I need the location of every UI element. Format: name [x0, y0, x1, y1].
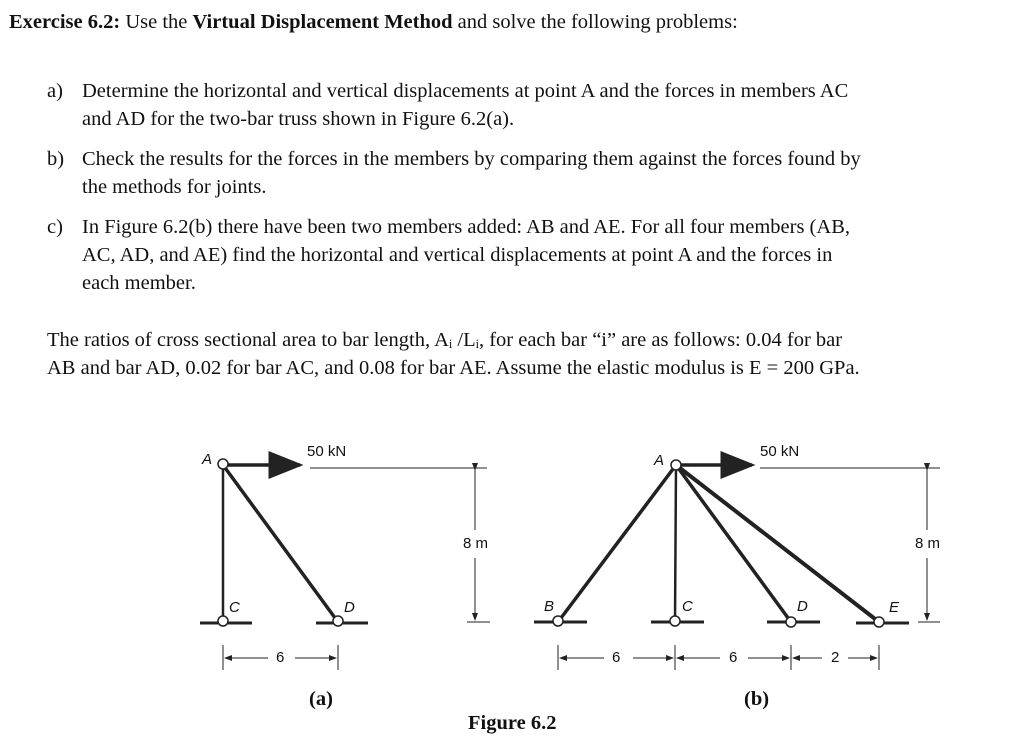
node-label-c: C [682, 598, 693, 615]
node-label-d: D [344, 599, 355, 616]
item-text: each member. [82, 272, 196, 294]
figure-b-label: (b) [744, 688, 770, 710]
item-text: Determine the horizontal and vertical displacements at point A and the forces in members AC [82, 80, 849, 102]
span-dimension: 6 [612, 649, 621, 666]
item-label: a) [47, 80, 63, 102]
ratios-text: The ratios of cross sectional area to bar length, Aᵢ /Lᵢ, for each bar “i” are as follows: 0.04 for bar [47, 329, 843, 351]
figure-a [200, 459, 490, 670]
node-label-e: E [889, 599, 900, 616]
member-ad [676, 465, 791, 622]
item-text: and AD for the two-bar truss shown in Figure 6.2(a). [82, 108, 515, 130]
item-text: AC, AD, and AE) find the horizontal and vertical displacements at point A and the forces in [82, 244, 833, 266]
node-label-d: D [797, 598, 808, 615]
load-label: 50 kN [760, 443, 800, 460]
figure-caption: Figure 6.2 [468, 712, 557, 734]
item-label: b) [47, 148, 65, 170]
member-ae [676, 465, 879, 622]
figure-b [534, 460, 940, 670]
member-ac [675, 465, 676, 622]
ratios-text: AB and bar AD, 0.02 for bar AC, and 0.08 for bar AE. Assume the elastic modulus is E = 200 GPa. [47, 357, 860, 379]
member-ad [223, 465, 338, 622]
item-label: c) [47, 216, 63, 238]
item-text: In Figure 6.2(b) there have been two members added: AB and AE. For all four members (AB, [82, 216, 850, 238]
height-dimension: 8 m [915, 535, 941, 552]
figure-a-label: (a) [309, 688, 333, 710]
node-label-a: A [202, 451, 213, 468]
member-ab [558, 465, 676, 622]
node-label-a: A [654, 452, 665, 469]
span-dimension: 2 [831, 649, 840, 666]
item-text: Check the results for the forces in the members by comparing them against the forces found by [82, 148, 861, 170]
exercise-title: Exercise 6.2: Use the Virtual Displacement Method and solve the following problems: [9, 11, 738, 33]
node-label-c: C [229, 599, 240, 616]
node-label-b: B [544, 598, 555, 615]
height-dimension: 8 m [463, 535, 489, 552]
load-label: 50 kN [307, 443, 347, 460]
item-text: the methods for joints. [82, 176, 267, 198]
span-dimension: 6 [729, 649, 738, 666]
span-dimension: 6 [276, 649, 285, 666]
